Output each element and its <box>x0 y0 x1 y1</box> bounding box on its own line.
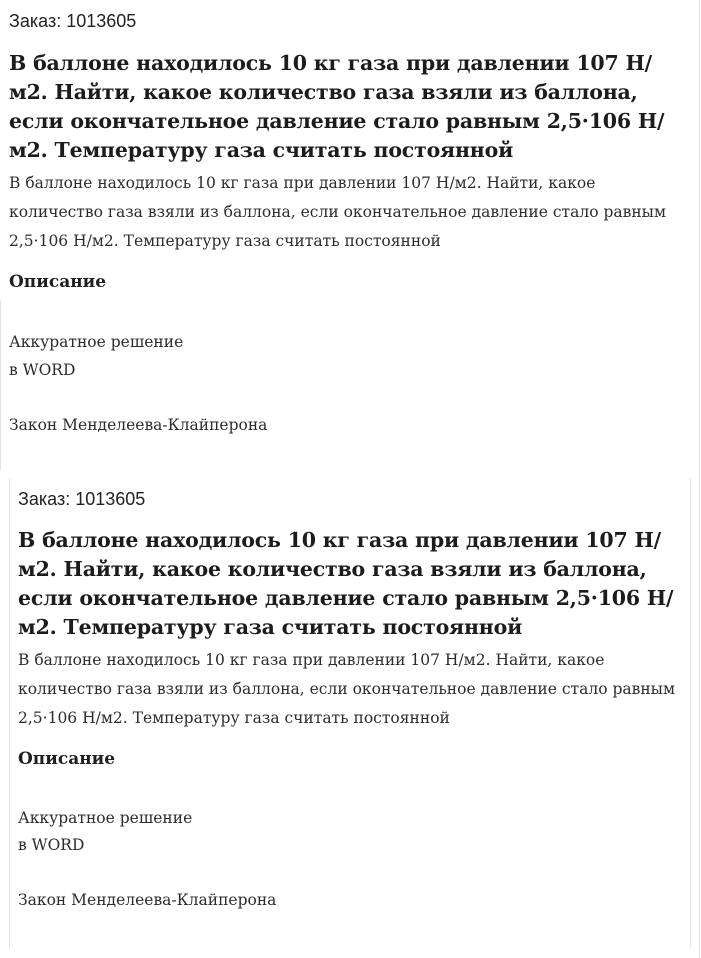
description-heading: Описание <box>9 272 107 292</box>
order-card <box>9 478 701 912</box>
order-number: Заказ: 1013605 <box>18 489 146 509</box>
description-line: Аккуратное решение <box>18 809 193 827</box>
description-line: в WORD <box>18 836 85 854</box>
topic-text: Закон Менделеева-Клайперона <box>18 891 277 909</box>
problem-title[interactable]: В баллоне находилось 10 кг газа при давлении 107 Н/м2. Найти, какое количество газа взяли из баллона, если окончательное давление стало равным 2,5·106 Н/м2. Температуру газа считать постоянной <box>9 51 665 162</box>
problem-text: В баллоне находилось 10 кг газа при давлении 107 Н/м2. Найти, какое количество газа взяли из баллона, если окончательное давление стало равным 2,5·106 Н/м2. Температуру газа считать постоянной <box>9 174 667 250</box>
description-line: Аккуратное решение <box>9 333 184 351</box>
order-number: Заказ: 1013605 <box>9 11 137 31</box>
problem-title[interactable]: В баллоне находилось 10 кг газа при давлении 107 Н/м2. Найти, какое количество газа взяли из баллона, если окончательное давление стало равным 2,5·106 Н/м2. Температуру газа считать постоянной <box>18 528 674 639</box>
description-line: в WORD <box>9 361 76 379</box>
order-card <box>0 0 701 437</box>
topic-text: Закон Менделеева-Клайперона <box>9 416 268 434</box>
description-heading: Описание <box>18 749 116 769</box>
problem-text: В баллоне находилось 10 кг газа при давлении 107 Н/м2. Найти, какое количество газа взяли из баллона, если окончательное давление стало равным 2,5·106 Н/м2. Температуру газа считать постоянной <box>18 651 676 727</box>
